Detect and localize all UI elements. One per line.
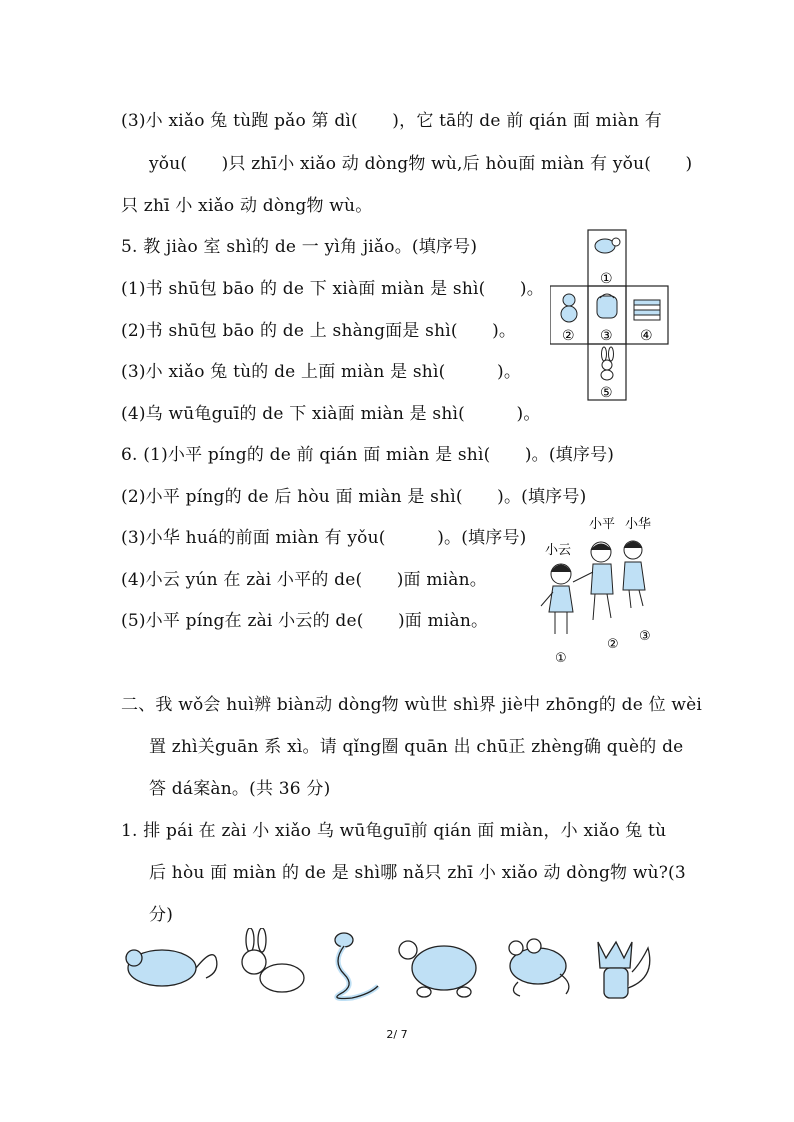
q6-item-1: 6. (1)小平 píng的 de 前 qián 面 miàn 是 shì( )。(填序号)	[121, 445, 615, 465]
label-xiaohua: 小华	[625, 517, 652, 532]
q3-line-3: 只 zhī 小 xiǎo 动 dòng物 wù。	[121, 196, 373, 216]
label-xiaoping: 小平	[589, 517, 616, 532]
backpack-icon	[597, 294, 617, 318]
mouse-icon	[126, 950, 217, 986]
q6-item-5: (5)小平 píng在 zài 小云的 de( )面 miàn。	[121, 611, 489, 631]
snake-icon	[335, 933, 378, 999]
q5-item-1: (1)书 shū包 bāo 的 de 下 xià面 miàn 是 shì( )。	[121, 279, 544, 299]
q6-item-2: (2)小平 píng的 de 后 hòu 面 miàn 是 shì( )。(填序号)	[121, 487, 587, 507]
grid-label-1: ①	[600, 271, 613, 287]
kid-num-2: ②	[607, 637, 619, 652]
q3-line-1: (3)小 xiǎo 兔 tù跑 pǎo 第 dì( )，它 tā的 de 前 qián 面 miàn 有	[121, 111, 662, 131]
kid-num-1: ①	[555, 651, 567, 666]
kid-xiaoyun-icon	[541, 564, 573, 634]
s2-q1-line-2: 后 hòu 面 miàn 的 de 是 shì哪 nǎ只 zhī 小 xiǎo 动 dòng物 wù?(3	[149, 863, 686, 883]
section-2-title: 二、我 wǒ会 huì辨 biàn动 dòng物 wù世 shì界 jiè中 zhōng的 de 位 wèi	[121, 695, 703, 715]
classroom-grid-figure	[550, 228, 672, 402]
turtle-icon	[399, 941, 476, 997]
turtle-icon	[595, 238, 620, 253]
q5-title: 5. 教 jiào 室 shì的 de 一 yì角 jiǎo。(填序号)	[121, 237, 478, 257]
grid-label-5: ⑤	[600, 385, 613, 401]
kid-num-3: ③	[639, 629, 651, 644]
rabbit-icon	[601, 347, 614, 380]
grid-label-2: ②	[562, 328, 575, 344]
grid-label-3: ③	[600, 328, 613, 344]
q6-item-4: (4)小云 yún 在 zài 小平的 de( )面 miàn。	[121, 570, 487, 590]
s2-q1-line-1: 1. 排 pái 在 zài 小 xiǎo 乌 wū龟guī前 qián 面 miàn，小 xiǎo 兔 tù	[121, 821, 667, 841]
kid-xiaoping-icon	[573, 542, 613, 620]
frog-icon	[509, 939, 569, 996]
kids-figure	[535, 512, 665, 667]
books-icon	[634, 300, 660, 320]
label-xiaoyun: 小云	[545, 543, 572, 558]
fox-icon	[598, 942, 650, 998]
page-number: 2/ 7	[386, 1028, 408, 1041]
q6-item-3: (3)小华 huá的前面 miàn 有 yǒu( )。(填序号)	[121, 528, 527, 548]
q5-item-3: (3)小 xiǎo 兔 tù的 de 上面 miàn 是 shì( )。	[121, 362, 522, 382]
q5-item-2: (2)书 shū包 bāo 的 de 上 shàng面是 shì( )。	[121, 321, 517, 341]
q3-line-2: yǒu( )只 zhī小 xiǎo 动 dòng物 wù,后 hòu面 miàn 有 yǒu( )	[149, 154, 693, 174]
q5-item-4: (4)乌 wū龟guī的 de 下 xià面 miàn 是 shì( )。	[121, 404, 541, 424]
s2-q1-line-3: 分)	[149, 905, 174, 925]
animals-row	[120, 928, 670, 1008]
section-2-title-2: 置 zhì关guān 系 xì。请 qǐng圈 quān 出 chū正 zhèng确 què的 de	[149, 737, 684, 757]
bear-icon	[561, 294, 577, 322]
section-2-title-3: 答 dá案àn。(共 36 分)	[149, 779, 331, 799]
kid-xiaohua-icon	[623, 541, 645, 608]
rabbit-icon	[242, 928, 304, 992]
grid-label-4: ④	[640, 328, 653, 344]
